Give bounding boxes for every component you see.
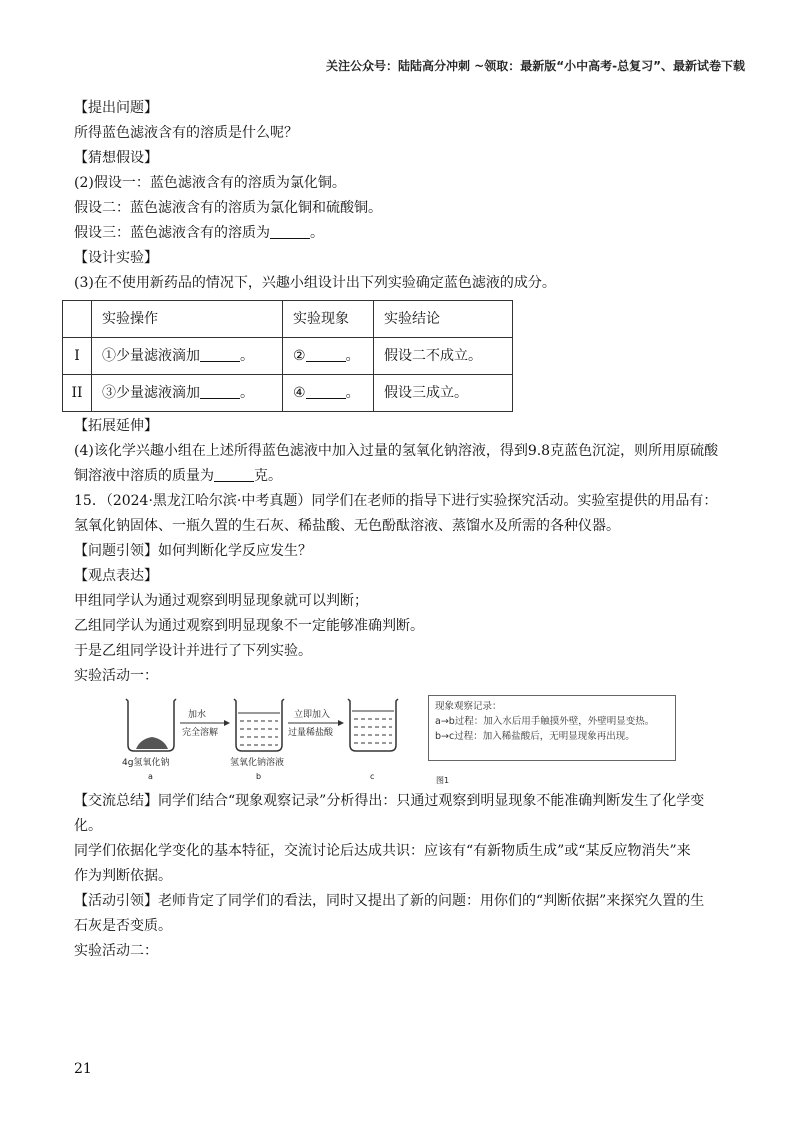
period: 。 (310, 225, 324, 241)
extension-text: (4)该化学兴趣小组在上述所得蓝色滤液中加入过量的氢氧化钠溶液，得到9.8克蓝色沉淀，则所用原硫酸 (74, 443, 719, 459)
group-b-view: 乙组同学认为通过观察到明显现象不一定能够准确判断。 (74, 618, 424, 634)
summary-text-cont: 化。 (74, 818, 102, 834)
section-heading-design: 【设计实验】 (74, 250, 158, 266)
answer-blank[interactable] (306, 347, 346, 362)
arrow-1-bottom: 完全溶解 (182, 728, 219, 738)
table-header-cell (63, 301, 92, 338)
beaker-c (348, 699, 398, 751)
document-body (71, 96, 734, 964)
hypothesis-three (74, 221, 734, 246)
hypothesis-three-text: 假设三：蓝色滤液含有的溶质为 (74, 225, 270, 241)
design-text: (3)在不使用新药品的情况下，兴趣小组设计出下列实验确定蓝色滤液的成分。 (74, 275, 556, 291)
beaker-a (126, 699, 176, 751)
phenomenon-cell: ② 。 (283, 338, 374, 375)
section-heading-extension: 【拓展延伸】 (74, 418, 158, 434)
activity-guide-text: 【活动引领】老师肯定了同学们的看法，同时又提出了新的问题：用你们的“判断依据”来探究久置的生 (74, 893, 705, 909)
hypothesis-two: 假设二：蓝色滤液含有的溶质为氯化铜和硫酸铜。 (74, 200, 382, 216)
activity-two-label: 实验活动二： (74, 943, 158, 959)
beaker-b-label: 氢氧化钠溶液 (230, 758, 285, 768)
beaker-b (234, 699, 284, 751)
section-heading-viewpoint: 【观点表达】 (74, 568, 158, 584)
problem-guide: 【问题引领】如何判断化学反应发生？ (74, 543, 312, 559)
table-header-cell: 实验结论 (374, 301, 513, 338)
section-heading-question: 【提出问题】 (74, 100, 158, 116)
observation-title: 现象观察记录： (435, 701, 502, 712)
phenomenon-cell: ④ 。 (283, 375, 374, 412)
activity-guide-text-cont: 石灰是否变质。 (74, 918, 172, 934)
operation-cell: ①少量滤液滴加 。 (92, 338, 283, 375)
experiment-figure (74, 693, 734, 789)
beaker-a-label: 4g氢氧化钠 (122, 758, 170, 768)
experiment-table (62, 300, 513, 412)
question-15-intro: 15．（2024·黑龙江哈尔滨·中考真题）同学们在老师的指导下进行实验探究活动。实验室提供的用品有： (74, 493, 718, 509)
conclusion-cell: 假设三成立。 (374, 375, 513, 412)
table-header-cell: 实验现象 (283, 301, 374, 338)
arrow-1-top: 加水 (188, 710, 207, 720)
arrow-2-bottom: 过量稀盐酸 (288, 728, 334, 738)
conclusion-cell: 假设二不成立。 (374, 338, 513, 375)
group-b-experiment: 于是乙组同学设计并进行了下列实验。 (74, 643, 312, 659)
question-text: 所得蓝色滤液含有的溶质是什么呢？ (74, 125, 298, 141)
page-header: 关注公众号：陆陆高分冲刺 ~领取：最新版“小中高考-总复习”、最新试卷下载 (326, 59, 745, 73)
answer-blank[interactable] (214, 467, 254, 482)
table-row (63, 338, 513, 375)
activity-one-label: 实验活动一： (74, 668, 158, 684)
table-header-row (63, 301, 513, 338)
observation-line-1: a→b过程：加入水后用手触摸外壁，外壁明显变热。 (435, 716, 655, 727)
table-row (63, 375, 513, 412)
answer-blank[interactable] (306, 384, 346, 399)
answer-blank[interactable] (270, 224, 310, 239)
hypothesis-one: (2)假设一：蓝色滤液含有的溶质为氯化铜。 (74, 175, 346, 191)
row-index: II (63, 375, 92, 412)
answer-blank[interactable] (200, 384, 240, 399)
summary-text: 【交流总结】同学们结合“现象观察记录”分析得出：只通过观察到明显现象不能准确判断发生了化学变 (74, 793, 705, 809)
operation-cell: ③少量滤液滴加 。 (92, 375, 283, 412)
consensus-text-cont: 作为判断依据。 (74, 868, 172, 884)
letter-b: b (256, 772, 262, 781)
letter-c: c (370, 772, 375, 781)
row-index: I (63, 338, 92, 375)
observation-record-box (428, 695, 676, 761)
page-number: 21 (74, 1061, 92, 1077)
beaker-diagram (118, 693, 478, 789)
letter-a: a (148, 772, 153, 781)
consensus-text: 同学们依据化学变化的基本特征，交流讨论后达成共识：应该有“有新物质生成”或“某反应物消失”来 (74, 843, 691, 859)
answer-blank[interactable] (200, 347, 240, 362)
extension-text-cont: 铜溶液中溶质的质量为 克。 (74, 468, 282, 484)
table-header-cell: 实验操作 (92, 301, 283, 338)
figure-caption: 图1 (436, 776, 450, 785)
arrow-2-top: 立即加入 (294, 710, 331, 720)
observation-line-2: b→c过程：加入稀盐酸后，无明显现象再出现。 (435, 731, 635, 742)
section-heading-hypothesis: 【猜想假设】 (74, 150, 158, 166)
question-15-materials: 氢氧化钠固体、一瓶久置的生石灰、稀盐酸、无色酚酞溶液、蒸馏水及所需的各种仪器。 (74, 518, 620, 534)
group-a-view: 甲组同学认为通过观察到明显现象就可以判断； (74, 593, 368, 609)
